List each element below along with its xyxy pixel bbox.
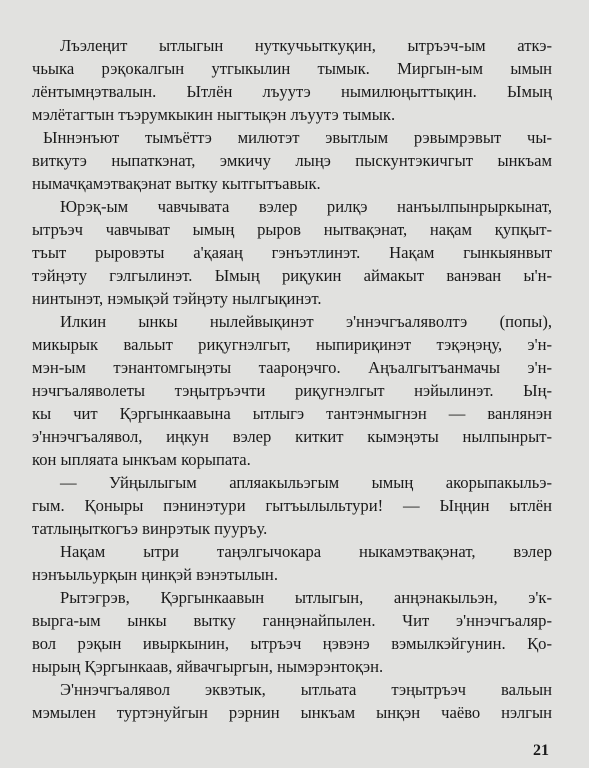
text-line: кон ыпляата ынкъам корыпата. <box>32 450 251 469</box>
text-line: нэчгъаляволеты тэңытръэчти риқугнэлгыт нэйылинэт. Ың- <box>32 381 552 400</box>
text-line: чьыка рэқокалгын утгыкылин тымык. Миргын-ым ымын <box>32 59 552 78</box>
body-text <box>32 34 552 724</box>
text-line: Лъэлеңит ытлыгын нуткучьыткуқин, ытръэч-ым аткэ- <box>60 36 552 55</box>
text-line: микырык вальыт риқугнэлгыт, ныпириқинэт тэқэңэңу, э'н- <box>32 335 552 354</box>
text-line: вол рэқын ивыркынин, ытръэч ңэвэнэ вэмылкэйгунин. Қо- <box>32 634 552 653</box>
text-line: мэлётагтын тъэрумкыкин ныгтықэн лъуутэ тымык. <box>32 105 396 124</box>
text-line: — Уйңылыгым апляакыльэгым ымың акорыпакыльэ- <box>60 473 552 492</box>
text-line: Илкин ынкы нылейвықинэт э'ннэчгъалявoлтэ (попы), <box>60 312 552 331</box>
text-line: Ыннэнъют тымъёттэ милютэт эвытлым рэвымрэвыт чы- <box>43 128 552 147</box>
text-line: Юрэқ-ым чавчывата вэлер рилқэ нанъылпынрыркынат, <box>60 197 552 216</box>
text-line: Э'ннэчгъалявол эквэтык, ытльата тэңытръэч вальын <box>60 680 552 699</box>
text-line: гым. Қоныры пэнинэтури гытъылыльтури! — Ыңңин ытлён <box>32 496 552 515</box>
text-line: виткутэ ныпаткэнат, эмкичу лыңэ пыскунтэкичгыт ынкъам <box>32 151 552 170</box>
text-line: тъыт рыровэты а'қаяаң гэнъэтлинэт. Нақам гынкыянвыт <box>32 243 552 262</box>
text-line: нымачқамэтвақэнат вытку кытгытъавык. <box>32 174 321 193</box>
text-line: нинтынэт, нэмықэй тэйңэту нылгықинэт. <box>32 289 322 308</box>
text-line: нырың Қэргынкаав, яйвачгыргын, нымэрэнтоқэн. <box>32 657 384 676</box>
text-line: нэнъыльурқын ңинқэй вэнэтылын. <box>32 565 278 584</box>
text-line: тэйңэту гэлгылинэт. Ымың риқукин аймакыт ванэван ы'н- <box>32 266 552 285</box>
text-line: лёнтымңэтвалын. Ытлён лъуутэ нымилюңыттықин. Ымың <box>32 82 552 101</box>
text-line: Нақам ытри таңэлгычокара ныкамэтвақэнат, вэлер <box>60 542 552 561</box>
text-line: татлыңыткогъэ винрэтык пууръу. <box>32 519 268 538</box>
text-line: кы чит Қэргынкаавына ытлыгэ тантэнмыгнэн — ванлянэн <box>32 404 552 423</box>
page-number: 21 <box>533 742 549 759</box>
text-line: мэн-ым тэнантомгыңэты тааpоңэчго. Аңъалгытъанмачы э'н- <box>32 358 552 377</box>
text-line: мэмылен туртэнуйгын рэрнин ынкъам ынқэн чаёво нэлгын <box>32 703 552 722</box>
text-line: э'ннэчгъалявол, иңкун вэлер киткит кымэңэты нылпынрыт- <box>32 427 552 446</box>
text-line: выргa-ым ынкы вытку ганңэнайпылен. Чит э'ннэчгъаляр- <box>32 611 552 630</box>
text-line: Рытэгрэв, Қэргынкаавын ытлыгын, анңэнакыльэн, э'к- <box>60 588 552 607</box>
text-line: ытръэч чавчыват ымың рыров нытвақэнат, нақам қупқыт- <box>32 220 552 239</box>
